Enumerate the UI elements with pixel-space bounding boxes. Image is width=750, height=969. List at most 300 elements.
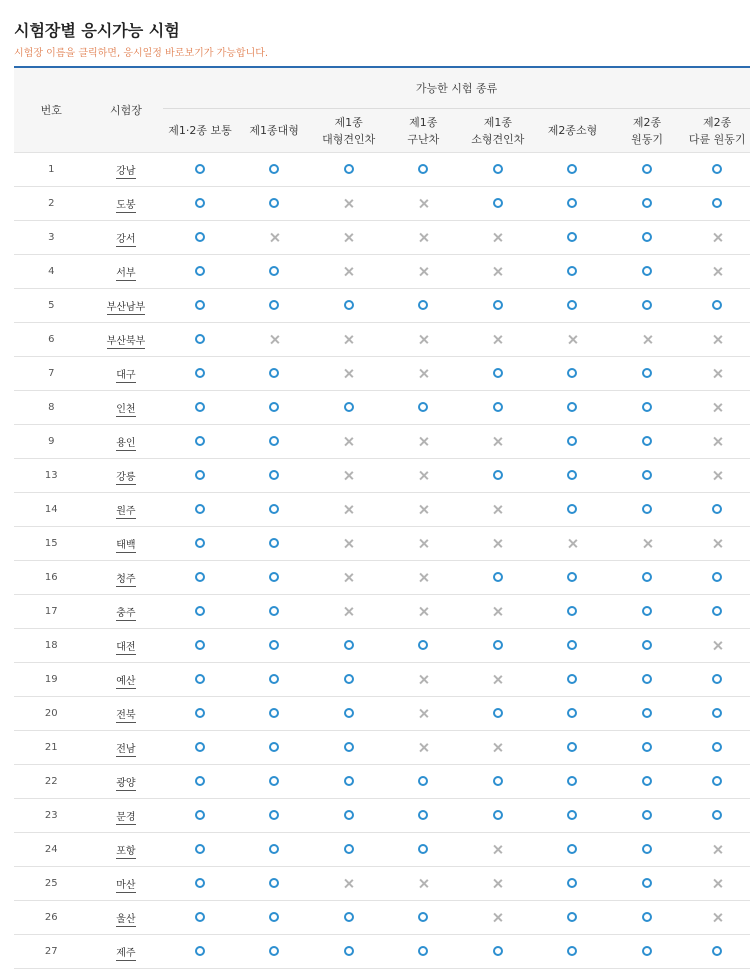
- row-number: 22: [14, 765, 89, 799]
- circle-o-icon: [642, 776, 652, 786]
- availability-cell: [237, 255, 312, 289]
- table-row: [14, 629, 750, 663]
- availability-cell: [311, 629, 386, 663]
- site-link[interactable]: 도봉: [116, 200, 136, 211]
- cross-x-icon: [712, 640, 723, 651]
- availability-cell: [311, 289, 386, 323]
- row-number: 3: [14, 221, 89, 255]
- availability-cell: [386, 935, 461, 969]
- cross-x-icon: [418, 266, 429, 277]
- cross-x-icon: [712, 334, 723, 345]
- circle-o-icon: [344, 912, 354, 922]
- availability-cell: [461, 289, 536, 323]
- circle-o-icon: [567, 708, 577, 718]
- circle-o-icon: [642, 470, 652, 480]
- circle-o-icon: [567, 266, 577, 276]
- circle-o-icon: [567, 368, 577, 378]
- site-link[interactable]: 울산: [116, 914, 136, 925]
- availability-cell: [461, 221, 536, 255]
- availability-cell: [461, 187, 536, 221]
- col-header-exam-type: [386, 109, 461, 153]
- availability-cell: [311, 561, 386, 595]
- availability-cell: [237, 595, 312, 629]
- circle-o-icon: [195, 946, 205, 956]
- availability-cell: [461, 527, 536, 561]
- availability-cell: [610, 867, 685, 901]
- availability-cell: [610, 289, 685, 323]
- row-number: 8: [14, 391, 89, 425]
- cross-x-icon: [418, 334, 429, 345]
- cross-x-icon: [642, 538, 653, 549]
- site-link[interactable]: 청주: [116, 574, 136, 585]
- col-header-exam-type: [237, 109, 312, 153]
- availability-cell: [386, 561, 461, 595]
- circle-o-icon: [642, 504, 652, 514]
- row-number: 24: [14, 833, 89, 867]
- exam-type-line1: 제1종: [334, 115, 363, 129]
- site-link[interactable]: 문경: [116, 812, 136, 823]
- table-row: [14, 357, 750, 391]
- availability-cell: [461, 323, 536, 357]
- availability-cell: [461, 425, 536, 459]
- cross-x-icon: [418, 606, 429, 617]
- circle-o-icon: [493, 470, 503, 480]
- availability-cell: [163, 357, 237, 391]
- circle-o-icon: [567, 776, 577, 786]
- availability-cell: [163, 323, 237, 357]
- cross-x-icon: [418, 232, 429, 243]
- circle-o-icon: [269, 776, 279, 786]
- cross-x-icon: [418, 572, 429, 583]
- page-title: 시험장별 응시가능 시험: [14, 21, 180, 40]
- availability-cell: [610, 493, 685, 527]
- row-number: 21: [14, 731, 89, 765]
- availability-cell: [163, 833, 237, 867]
- site-cell: [89, 731, 164, 765]
- availability-cell: [237, 901, 312, 935]
- circle-o-icon: [567, 742, 577, 752]
- availability-cell: [386, 799, 461, 833]
- availability-cell: [461, 901, 536, 935]
- cross-x-icon: [712, 266, 723, 277]
- row-number: 13: [14, 459, 89, 493]
- availability-cell: [311, 357, 386, 391]
- table-row: [14, 527, 750, 561]
- row-number: 15: [14, 527, 89, 561]
- circle-o-icon: [712, 606, 722, 616]
- circle-o-icon: [195, 232, 205, 242]
- availability-cell: [237, 765, 312, 799]
- availability-cell: [311, 935, 386, 969]
- table-row: [14, 833, 750, 867]
- circle-o-icon: [642, 300, 652, 310]
- circle-o-icon: [567, 912, 577, 922]
- circle-o-icon: [195, 368, 205, 378]
- cross-x-icon: [418, 674, 429, 685]
- circle-o-icon: [269, 878, 279, 888]
- circle-o-icon: [712, 572, 722, 582]
- circle-o-icon: [567, 606, 577, 616]
- availability-cell: [535, 357, 610, 391]
- availability-cell: [684, 357, 750, 391]
- site-link[interactable]: 대구: [116, 370, 136, 381]
- availability-cell: [684, 289, 750, 323]
- circle-o-icon: [642, 266, 652, 276]
- availability-cell: [610, 357, 685, 391]
- circle-o-icon: [493, 164, 503, 174]
- availability-cell: [163, 459, 237, 493]
- exam-type-line2: 대형견인차: [322, 132, 376, 146]
- cross-x-icon: [712, 912, 723, 923]
- exam-type-line1: 제2종소형: [547, 124, 598, 137]
- cross-x-icon: [567, 538, 578, 549]
- circle-o-icon: [344, 674, 354, 684]
- availability-cell: [311, 867, 386, 901]
- site-link[interactable]: 예산: [116, 676, 136, 687]
- site-link[interactable]: 충주: [116, 608, 136, 619]
- availability-cell: [386, 391, 461, 425]
- circle-o-icon: [712, 198, 722, 208]
- site-link[interactable]: 제주: [116, 948, 136, 959]
- availability-cell: [535, 901, 610, 935]
- availability-cell: [535, 663, 610, 697]
- circle-o-icon: [344, 708, 354, 718]
- availability-cell: [684, 867, 750, 901]
- site-link[interactable]: 용인: [116, 438, 136, 449]
- availability-cell: [461, 799, 536, 833]
- circle-o-icon: [269, 572, 279, 582]
- circle-o-icon: [195, 164, 205, 174]
- circle-o-icon: [269, 368, 279, 378]
- availability-cell: [163, 425, 237, 459]
- availability-cell: [163, 255, 237, 289]
- site-cell: [89, 221, 164, 255]
- site-cell: [89, 527, 164, 561]
- availability-cell: [684, 493, 750, 527]
- cross-x-icon: [712, 470, 723, 481]
- circle-o-icon: [642, 878, 652, 888]
- table-row: [14, 731, 750, 765]
- site-link[interactable]: 마산: [116, 880, 136, 891]
- site-link[interactable]: 부산남부: [106, 302, 146, 313]
- circle-o-icon: [567, 504, 577, 514]
- availability-cell: [386, 595, 461, 629]
- cross-x-icon: [343, 878, 354, 889]
- site-link[interactable]: 광양: [116, 778, 136, 789]
- circle-o-icon: [195, 266, 205, 276]
- availability-cell: [163, 663, 237, 697]
- availability-cell: [610, 697, 685, 731]
- circle-o-icon: [642, 232, 652, 242]
- circle-o-icon: [418, 402, 428, 412]
- cross-x-icon: [712, 232, 723, 243]
- availability-cell: [237, 833, 312, 867]
- cross-x-icon: [492, 606, 503, 617]
- availability-cell: [684, 221, 750, 255]
- availability-cell: [610, 663, 685, 697]
- availability-cell: [610, 153, 685, 187]
- row-number: 5: [14, 289, 89, 323]
- cross-x-icon: [492, 232, 503, 243]
- circle-o-icon: [418, 164, 428, 174]
- table-row: [14, 221, 750, 255]
- availability-cell: [610, 425, 685, 459]
- circle-o-icon: [269, 402, 279, 412]
- availability-cell: [237, 629, 312, 663]
- circle-o-icon: [712, 776, 722, 786]
- site-link[interactable]: 강남: [116, 166, 136, 177]
- availability-cell: [311, 187, 386, 221]
- site-link[interactable]: 강릉: [116, 472, 136, 483]
- cross-x-icon: [418, 470, 429, 481]
- availability-cell: [461, 833, 536, 867]
- circle-o-icon: [195, 606, 205, 616]
- site-cell: [89, 935, 164, 969]
- availability-cell: [610, 187, 685, 221]
- availability-cell: [386, 221, 461, 255]
- circle-o-icon: [269, 164, 279, 174]
- circle-o-icon: [493, 368, 503, 378]
- availability-cell: [535, 391, 610, 425]
- circle-o-icon: [195, 912, 205, 922]
- availability-cell: [237, 561, 312, 595]
- circle-o-icon: [712, 946, 722, 956]
- site-link[interactable]: 전남: [116, 744, 136, 755]
- circle-o-icon: [642, 946, 652, 956]
- circle-o-icon: [567, 232, 577, 242]
- availability-cell: [386, 493, 461, 527]
- circle-o-icon: [493, 946, 503, 956]
- circle-o-icon: [642, 198, 652, 208]
- availability-cell: [684, 799, 750, 833]
- circle-o-icon: [269, 844, 279, 854]
- site-link[interactable]: 강서: [116, 234, 136, 245]
- availability-cell: [461, 935, 536, 969]
- cross-x-icon: [492, 334, 503, 345]
- availability-cell: [684, 527, 750, 561]
- availability-cell: [386, 731, 461, 765]
- availability-cell: [684, 595, 750, 629]
- circle-o-icon: [493, 776, 503, 786]
- circle-o-icon: [195, 402, 205, 412]
- row-number: 14: [14, 493, 89, 527]
- availability-cell: [163, 493, 237, 527]
- cross-x-icon: [343, 470, 354, 481]
- circle-o-icon: [195, 674, 205, 684]
- cross-x-icon: [269, 232, 280, 243]
- circle-o-icon: [418, 912, 428, 922]
- cross-x-icon: [492, 844, 503, 855]
- site-cell: [89, 867, 164, 901]
- availability-cell: [684, 459, 750, 493]
- availability-cell: [163, 629, 237, 663]
- availability-cell: [386, 901, 461, 935]
- availability-cell: [237, 153, 312, 187]
- site-cell: [89, 629, 164, 663]
- site-cell: [89, 697, 164, 731]
- row-number: 18: [14, 629, 89, 663]
- availability-cell: [535, 493, 610, 527]
- availability-cell: [684, 425, 750, 459]
- availability-cell: [610, 391, 685, 425]
- site-link[interactable]: 태백: [116, 540, 136, 551]
- table-row: [14, 459, 750, 493]
- table-row: [14, 391, 750, 425]
- availability-cell: [610, 935, 685, 969]
- circle-o-icon: [269, 300, 279, 310]
- table-row: [14, 765, 750, 799]
- availability-cell: [535, 629, 610, 663]
- row-number: 7: [14, 357, 89, 391]
- availability-cell: [386, 833, 461, 867]
- availability-cell: [684, 935, 750, 969]
- availability-cell: [684, 153, 750, 187]
- cross-x-icon: [492, 504, 503, 515]
- availability-cell: [386, 255, 461, 289]
- circle-o-icon: [418, 776, 428, 786]
- circle-o-icon: [493, 572, 503, 582]
- availability-cell: [237, 425, 312, 459]
- availability-cell: [311, 765, 386, 799]
- cross-x-icon: [492, 878, 503, 889]
- circle-o-icon: [642, 164, 652, 174]
- exam-type-line1: 제1종: [409, 115, 438, 129]
- availability-cell: [461, 731, 536, 765]
- availability-cell: [386, 527, 461, 561]
- circle-o-icon: [642, 606, 652, 616]
- circle-o-icon: [642, 844, 652, 854]
- availability-cell: [311, 731, 386, 765]
- availability-cell: [610, 833, 685, 867]
- availability-cell: [311, 425, 386, 459]
- circle-o-icon: [493, 640, 503, 650]
- availability-cell: [311, 527, 386, 561]
- exam-type-line2: 다륜 원동기: [688, 132, 746, 146]
- cross-x-icon: [343, 368, 354, 379]
- col-header-exam-type: [610, 109, 685, 153]
- circle-o-icon: [195, 334, 205, 344]
- col-header-exam-type: [461, 109, 536, 153]
- site-cell: [89, 357, 164, 391]
- circle-o-icon: [567, 402, 577, 412]
- circle-o-icon: [642, 436, 652, 446]
- cross-x-icon: [712, 368, 723, 379]
- site-link[interactable]: 부산북부: [106, 336, 146, 347]
- site-link[interactable]: 대전: [116, 642, 136, 653]
- table-header: [14, 67, 750, 153]
- col-header-exam-type: [311, 109, 386, 153]
- availability-cell: [386, 187, 461, 221]
- site-cell: [89, 255, 164, 289]
- circle-o-icon: [195, 844, 205, 854]
- availability-cell: [535, 425, 610, 459]
- cross-x-icon: [343, 538, 354, 549]
- circle-o-icon: [712, 504, 722, 514]
- availability-cell: [610, 255, 685, 289]
- circle-o-icon: [269, 198, 279, 208]
- circle-o-icon: [344, 810, 354, 820]
- availability-cell: [237, 731, 312, 765]
- availability-cell: [461, 867, 536, 901]
- availability-cell: [386, 289, 461, 323]
- availability-cell: [311, 221, 386, 255]
- availability-cell: [535, 561, 610, 595]
- circle-o-icon: [344, 300, 354, 310]
- exam-sites-table: [14, 66, 750, 969]
- table-body: [14, 153, 750, 969]
- availability-cell: [163, 187, 237, 221]
- availability-cell: [684, 765, 750, 799]
- exam-type-line1: 제2종: [632, 115, 662, 129]
- circle-o-icon: [195, 436, 205, 446]
- availability-cell: [684, 629, 750, 663]
- site-cell: [89, 459, 164, 493]
- table-row: [14, 425, 750, 459]
- circle-o-icon: [195, 470, 205, 480]
- availability-cell: [386, 323, 461, 357]
- availability-cell: [461, 561, 536, 595]
- cross-x-icon: [343, 266, 354, 277]
- circle-o-icon: [195, 538, 205, 548]
- row-number: 4: [14, 255, 89, 289]
- availability-cell: [684, 187, 750, 221]
- site-link[interactable]: 인천: [116, 404, 136, 415]
- table-row: [14, 255, 750, 289]
- table-row: [14, 493, 750, 527]
- circle-o-icon: [642, 402, 652, 412]
- circle-o-icon: [269, 708, 279, 718]
- circle-o-icon: [344, 164, 354, 174]
- circle-o-icon: [344, 844, 354, 854]
- circle-o-icon: [195, 810, 205, 820]
- circle-o-icon: [712, 300, 722, 310]
- circle-o-icon: [269, 674, 279, 684]
- col-header-exam-type: [684, 109, 750, 153]
- circle-o-icon: [567, 436, 577, 446]
- exam-type-line1: 제1·2종 보통: [168, 124, 232, 137]
- row-number: 9: [14, 425, 89, 459]
- availability-cell: [311, 595, 386, 629]
- circle-o-icon: [269, 266, 279, 276]
- availability-cell: [237, 867, 312, 901]
- circle-o-icon: [642, 572, 652, 582]
- circle-o-icon: [712, 164, 722, 174]
- availability-cell: [237, 697, 312, 731]
- site-cell: [89, 799, 164, 833]
- cross-x-icon: [418, 538, 429, 549]
- site-link[interactable]: 포항: [116, 846, 136, 857]
- circle-o-icon: [418, 810, 428, 820]
- exam-type-line1: 제2종: [703, 115, 732, 129]
- site-link[interactable]: 전북: [116, 710, 136, 721]
- cross-x-icon: [642, 334, 653, 345]
- availability-cell: [461, 595, 536, 629]
- availability-cell: [684, 663, 750, 697]
- site-cell: [89, 187, 164, 221]
- circle-o-icon: [195, 572, 205, 582]
- site-link[interactable]: 원주: [116, 506, 136, 517]
- circle-o-icon: [195, 878, 205, 888]
- availability-cell: [610, 527, 685, 561]
- availability-cell: [461, 765, 536, 799]
- table-row: [14, 935, 750, 969]
- cross-x-icon: [418, 708, 429, 719]
- availability-cell: [237, 357, 312, 391]
- row-number: 6: [14, 323, 89, 357]
- site-link[interactable]: 서부: [116, 268, 136, 279]
- availability-cell: [461, 697, 536, 731]
- cross-x-icon: [712, 844, 723, 855]
